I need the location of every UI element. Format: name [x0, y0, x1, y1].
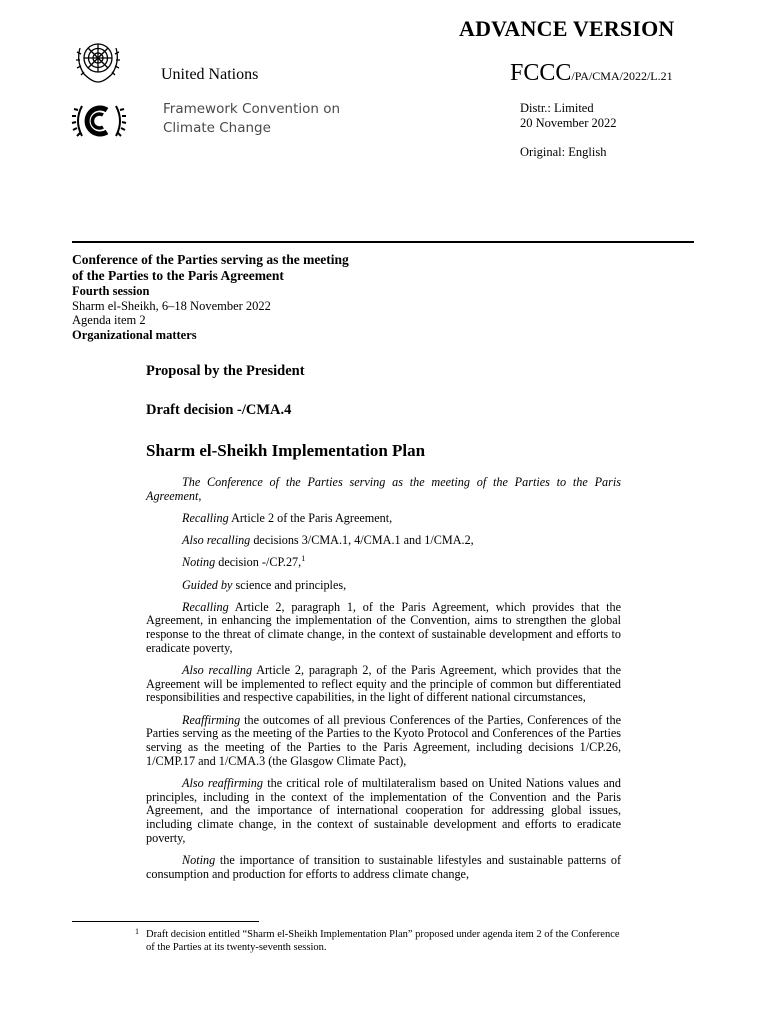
advance-version-label: ADVANCE VERSION	[459, 16, 675, 41]
conference-name-line-1: Conference of the Parties serving as the meeting	[72, 252, 349, 267]
footnote-text: Draft decision entitled “Sharm el-Sheikh Implementation Plan” proposed under agenda item 2 of the Conference of the Parties at its twenty-seventh session.	[146, 929, 620, 953]
convention-name	[163, 100, 340, 138]
distribution-block	[520, 101, 617, 131]
conference-name-line-2: of the Parties to the Paris Agreement	[72, 268, 284, 283]
preamble-paragraph: Also recalling Article 2, paragraph 2, of the Paris Agreement, which provides that the Agreement will be implemented to reflect equity and the principle of common but differentiated responsibilities and respective capabilities, in the light of different national circumstances,	[146, 663, 621, 705]
climate-change-logo-icon	[70, 92, 128, 150]
preamble-paragraph: Noting decision -/CP.27,$^1$	[182, 554, 306, 570]
agenda-item: Agenda item 2	[72, 313, 146, 327]
un-emblem-icon	[72, 34, 124, 86]
document-symbol	[510, 60, 673, 87]
proposal-heading: Proposal by the President	[146, 363, 305, 379]
original-language: Original: English	[520, 145, 607, 159]
preamble-paragraph: Reaffirming the outcomes of all previous Conferences of the Parties, Conferences of the Parties serving as the meeting of the Parties to the Kyoto Protocol and Conferences of the Parties serving as the meeting of the Parties to the Paris Agreement, including decisions 1/CP.26, 1/CMP.17 and 1/CMA.3 (the Glasgow Climate Pact),	[146, 712, 621, 768]
convention-line-1: Framework Convention on	[163, 101, 341, 117]
preamble-paragraph: Also recalling decisions 3/CMA.1, 4/CMA.1 and 1/CMA.2,	[182, 533, 474, 548]
preamble-paragraph: Guided by science and principles,	[182, 577, 347, 592]
header-divider	[72, 241, 694, 243]
organization-name: United Nations	[161, 66, 259, 83]
draft-decision-heading: Draft decision -/CMA.4	[146, 402, 292, 418]
symbol-sub: /PA/CMA/2022/L.21	[571, 69, 673, 83]
footnote-number: 1	[135, 927, 139, 936]
footnote-reference[interactable]: 1	[301, 554, 306, 564]
session-location-dates: Sharm el-Sheikh, 6–18 November 2022	[72, 298, 271, 313]
document-date: 20 November 2022	[520, 116, 617, 130]
preamble-text	[146, 476, 621, 890]
plan-title: Sharm el-Sheikh Implementation Plan	[146, 441, 426, 460]
preamble-paragraph: Also reaffirming the critical role of multilateralism based on United Nations values and principles, including in the context of the implementation of the Convention and the Paris Agreement, and the importance of international cooperation for addressing global issues, including climate change, in the context of sustainable development and efforts to eradicate poverty,	[146, 775, 621, 845]
convention-line-2: Climate Change	[163, 120, 271, 136]
agenda-title: Organizational matters	[72, 327, 197, 342]
footnote	[135, 927, 621, 954]
session-name: Fourth session	[72, 284, 150, 298]
symbol-main: FCCC	[510, 60, 572, 86]
footnote-divider	[72, 921, 259, 922]
session-block	[72, 252, 349, 342]
preamble-paragraph: The Conference of the Parties serving as the meeting of the Parties to the Paris Agreement,	[146, 475, 621, 503]
preamble-paragraph: Recalling Article 2, paragraph 1, of the Paris Agreement, which provides that the Agreement, in enhancing the implementation of the Convention, aims to strengthen the global response to the threat of climate change, in the context of sustainable development and efforts to eradicate poverty,	[146, 599, 621, 655]
preamble-paragraph: Recalling Article 2 of the Paris Agreement,	[182, 510, 393, 525]
distribution-status: Distr.: Limited	[520, 101, 594, 115]
preamble-paragraph: Noting the importance of transition to sustainable lifestyles and sustainable patterns of consumption and production for efforts to address climate change,	[146, 852, 621, 881]
